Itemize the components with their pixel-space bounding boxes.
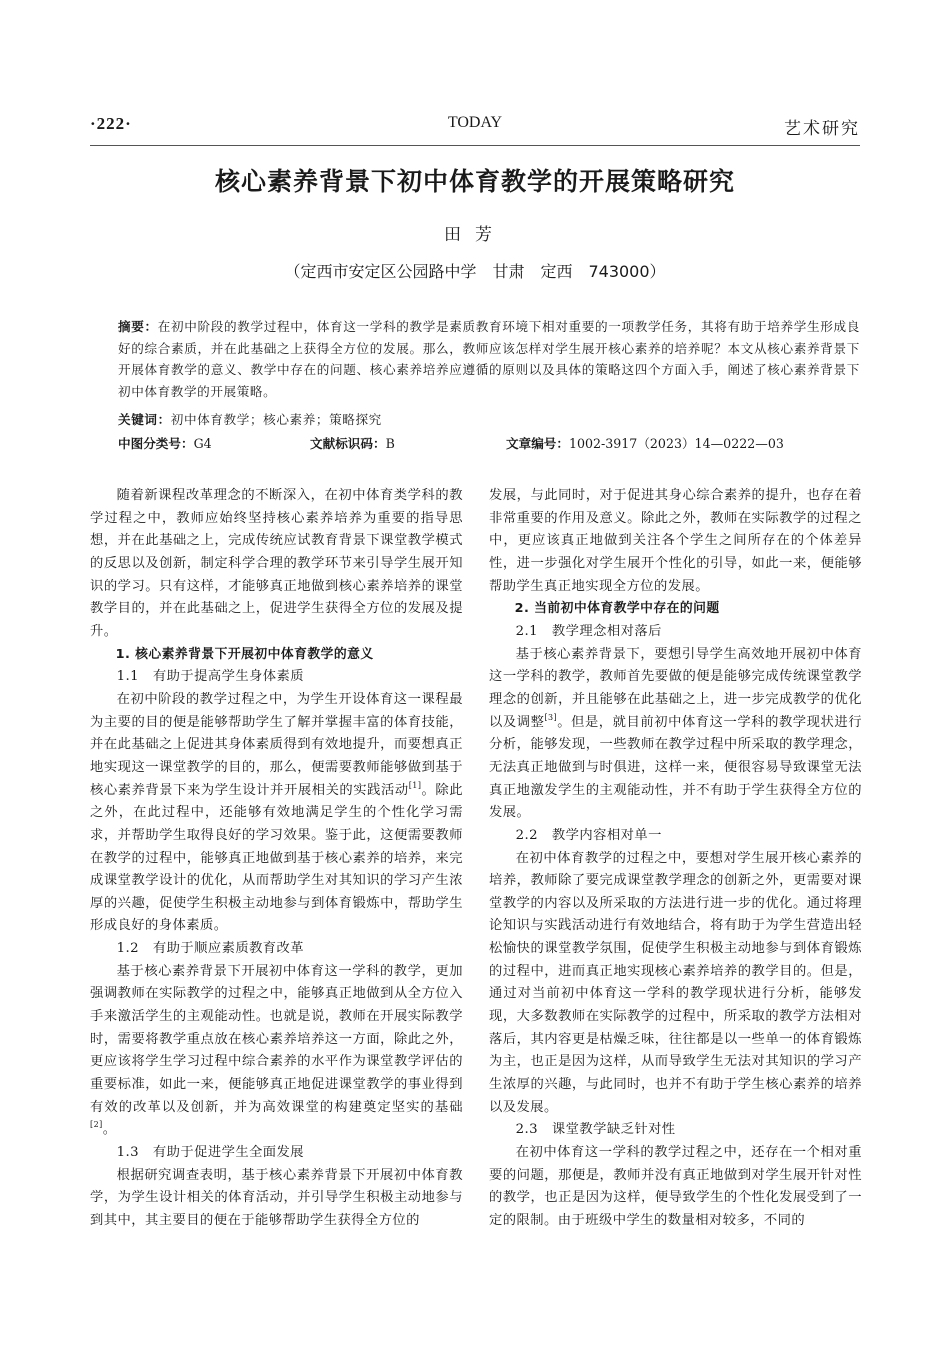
keywords-text: 初中体育教学；核心素养；策略探究 — [170, 412, 382, 427]
body-paragraph: 在初中体育教学的过程之中，要想对学生展开核心素养的培养，教师除了要完成课堂教学理念的创新之外，更需要对课堂教学的内容以及所采取的方法进行进一步的优化。通过将理论知识与实践活动进行有效地结合，将有助于为学生营造出轻松愉快的课堂教学氛围，促使学生积极主动地参与到体育锻炼的过程中，进而真正地实现核心素养培养的教学目的。但是，通过对当前初中体育这一学科的教学现状进行分析，能够发现，大多数教师在实际教学的过程中，所采取的教学方法相对落后，其内容更是枯燥乏味，往往都是以一些单一的体育锻炼为主，也正是因为这样，从而导致学生无法对其知识的学习产生浓厚的兴趣，与此同时，也并不有助于学生核心素养的培养以及发展。 — [489, 850, 862, 1115]
running-header — [90, 114, 860, 144]
right-column — [489, 485, 862, 1233]
clc-number: 中图分类号：G4 — [118, 436, 212, 451]
article-title: 核心素养背景下初中体育教学的开展策略研究 — [214, 167, 735, 196]
body-paragraph: 基于核心素养背景下开展初中体育这一学科的教学，更加强调教师在实际教学的过程之中，能够真正地做到从全方位入手来激活学生的主观能动性。也就是说，教师在开展实际教学时，需要将教学重点放在核心素养培养这一方面，除此之外，更应该将学生学习过程中综合素养的水平作为课堂教学评估的重要标准，如此一来，便能够真正地促进课堂教学的事业得到有效的改革以及创新，并为高效课堂的构建奠定坚实的基础[2]。 — [90, 963, 463, 1138]
body-paragraph: 根据研究调查表明，基于核心素养背景下开展初中体育教学，为学生设计相关的体育活动，并引导学生积极主动地参与到其中，其主要目的便在于能够帮助学生获得全方位的 — [90, 1167, 463, 1228]
header-divider — [90, 145, 860, 146]
section-name: 艺术研究 — [784, 119, 860, 139]
subsection-heading: 1.1 有助于提高学生身体素质 — [116, 669, 305, 685]
citation-ref: [2] — [90, 1120, 103, 1130]
subsection-heading: 1.2 有助于顺应素质教育改革 — [116, 941, 305, 957]
subsection-heading: 2.2 教学内容相对单一 — [515, 827, 662, 843]
abstract-label: 摘要： — [118, 319, 158, 334]
classification-row — [118, 433, 860, 453]
subsection-heading: 2.3 课堂教学缺乏针对性 — [515, 1122, 676, 1138]
citation-ref: [3] — [544, 712, 558, 722]
citation-ref: [1] — [408, 780, 422, 790]
body-paragraph: 发展，与此同时，对于促进其身心综合素养的提升，也存在着非常重要的作用及意义。除此之外，教师在实际教学的过程之中，更应该真正地做到关注各个学生之间所存在的个体差异性，进一步强化对学生展开个性化的引导，如此一来，便能够帮助学生真正地实现全方位的发展。 — [489, 488, 862, 594]
abstract — [118, 316, 860, 402]
body-paragraph: 随着新课程改革理念的不断深入，在初中体育类学科的教学过程之中，教师应始终坚持核心素养培养为重要的指导思想，并在此基础之上，完成传统应试教育背景下课堂教学模式的反思以及创新，制定科学合理的教学环节来引导学生展开知识的学习。只有这样，才能够真正地做到核心素养培养的课堂教学目的，并在此基础之上，促进学生获得全方位的发展及提升。 — [90, 488, 463, 639]
abstract-text: 在初中阶段的教学过程中，体育这一学科的教学是素质教育环境下相对重要的一项教学任务，其将有助于培养学生形成良好的综合素质，并在此基础之上获得全方位的发展。那么，教师应该怎样对学生展开核心素养的培养呢？本文从核心素养背景下开展体育教学的意义、教学中存在的问题、核心素养培养应遵循的原则以及具体的策略这四个方面入手，阐述了核心素养背景下初中体育教学的开展策略。 — [118, 319, 860, 399]
author-name: 田芳 — [444, 225, 506, 245]
author-affiliation: （定西市安定区公园路中学 甘肃 定西 743000） — [284, 262, 666, 281]
section-heading: 2. 当前初中体育教学中存在的问题 — [514, 601, 720, 617]
article-number: 文章编号：1002-3917（2023）14—0222—03 — [506, 436, 784, 451]
keywords-label: 关键词： — [118, 412, 171, 427]
subsection-heading: 2.1 教学理念相对落后 — [515, 623, 662, 639]
keywords — [118, 409, 860, 428]
page-number: ·222· — [90, 114, 132, 133]
section-heading: 1. 核心素养背景下开展初中体育教学的意义 — [115, 646, 374, 662]
left-column — [90, 485, 463, 1233]
journal-name: TODAY — [447, 114, 503, 131]
body-paragraph: 基于核心素养背景下，要想引导学生高效地开展初中体育这一学科的教学，教师首先要做的便是能够完成传统课堂教学理念的创新，并且能够在此基础之上，进一步完成教学的优化以及调整[3]。但是，就目前初中体育这一学科的教学现状进行分析，能够发现，一些教师在教学过程中所采取的教学理念，无法真正地做到与时俱进，这样一来，便很容易导致课堂无法真正地激发学生的主观能动性，并不有助于学生获得全方位的发展。 — [489, 646, 862, 821]
body-paragraph: 在初中阶段的教学过程之中，为学生开设体育这一课程最为主要的目的便是能够帮助学生了解并掌握丰富的体育技能，并在此基础之上促进其身体素质得到有效地提升，而要想真正地实现这一课堂教学的目的，那么，便需要教师能够做到基于核心素养背景下来为学生设计并开展相关的实践活动[1]。除此之外，在此过程中，还能够有效地满足学生的个性化学习需求，并帮助学生取得良好的学习效果。鉴于此，这便需要教师在教学的过程中，能够真正地做到基于核心素养的培养，来完成课堂教学设计的优化，从而帮助学生对其知识的学习产生浓厚的兴趣，促使学生积极主动地参与到体育锻炼中，帮助学生形成良好的身体素质。 — [90, 691, 463, 934]
document-code: 文献标识码：B — [310, 436, 395, 451]
body-paragraph: 在初中体育这一学科的教学过程之中，还存在一个相对重要的问题，那便是，教师并没有真正地做到对学生展开针对性的教学，也正是因为这样，便导致学生的个性化发展受到了一定的限制。由于班级中学生的数量相对较多，不同的 — [489, 1145, 862, 1228]
subsection-heading: 1.3 有助于促进学生全面发展 — [116, 1145, 305, 1161]
